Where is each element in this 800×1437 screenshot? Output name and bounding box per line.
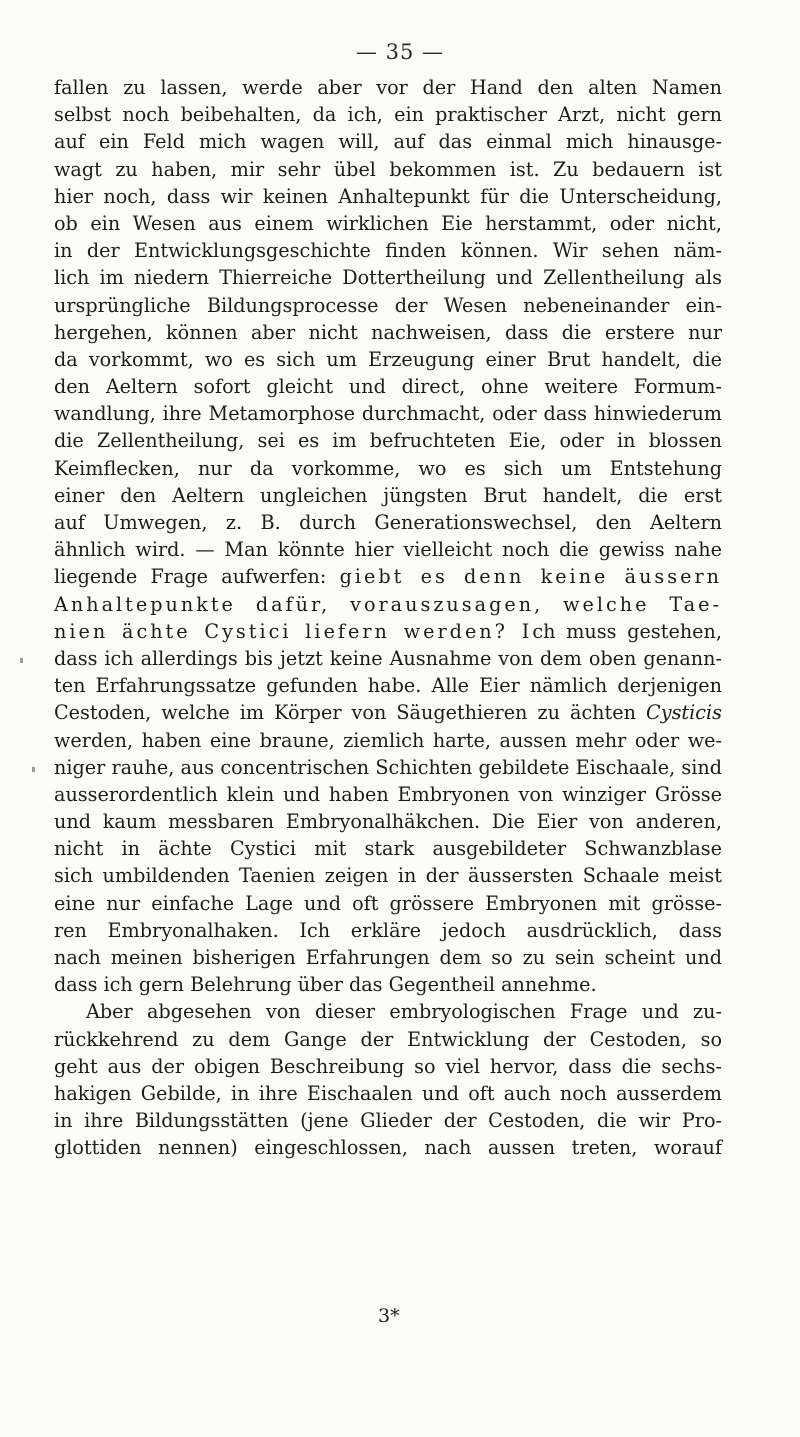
text-line: Keimflecken, nur da vorkomme, wo es sich um Entstehung (54, 456, 722, 480)
text-line: fallen zu lassen, werde aber vor der Hand den alten Namen (54, 76, 722, 99)
text-line: ten Erfahrungssatze gefunden habe. Alle Eier nämlich derjenigen (54, 674, 722, 698)
text-line: da vorkommt, wo es sich um Erzeugung einer Brut handelt, die (54, 347, 722, 371)
spaced-emphasis: Anhaltepunkte dafür, vorauszusagen, welche Tae- (54, 592, 722, 616)
text-line: glottiden nennen) eingeschlossen, nach aussen treten, worauf (54, 1136, 722, 1160)
text-line: dass ich gern Belehrung über das Gegentheil annehme. (54, 973, 597, 997)
text-line: wandlung, ihre Metamorphose durchmacht, oder dass hinwiederum (54, 402, 722, 426)
text-line: dass ich allerdings bis jetzt keine Ausnahme von dem oben genann- (54, 646, 722, 670)
text-line: den Aeltern sofort gleicht und direct, ohne weitere Formum- (54, 375, 722, 399)
spaced-emphasis: nien ächte Cystici liefern werden? I (54, 619, 533, 643)
text-line: nicht in ächte Cystici mit stark ausgebildeter Schwanzblase (54, 837, 722, 861)
text-line: liegende Frage aufwerfen: giebt es denn keine äussern (54, 565, 722, 589)
text-line: eine nur einfache Lage und oft grössere Embryonen mit grösse- (54, 891, 722, 915)
body-text (54, 74, 722, 1162)
text-line: rückkehrend zu dem Gange der Entwicklung der Cestoden, so (54, 1027, 722, 1051)
text-line: nach meinen bisherigen Erfahrungen dem so zu sein scheint und (54, 946, 722, 969)
text-line: hier noch, dass wir keinen Anhaltepunkt für die Unterscheidung, (54, 184, 722, 208)
text-line: auf ein Feld mich wagen will, auf das einmal mich hinausge- (54, 130, 722, 154)
text-line: Cestoden, welche im Körper von Säugethieren zu ächten Cysticis (54, 701, 722, 725)
signature-mark: 3* (378, 1305, 400, 1327)
page-number: — 35 — (355, 40, 445, 64)
text-line: niger rauhe, aus concentrischen Schichten gebildete Eischaale, sind (54, 755, 722, 779)
text-line: die Zellentheilung, sei es im befruchteten Eie, oder in blossen (54, 429, 722, 453)
text-line: werden, haben eine braune, ziemlich harte, aussen mehr oder we- (54, 728, 722, 752)
text-line: Aber abgesehen von dieser embryologischen Frage und zu- (86, 1000, 722, 1024)
text-line: nien ächte Cystici liefern werden? Ich muss gestehen, (54, 619, 722, 643)
italic-term: Cysticis (646, 701, 722, 725)
text-line: einer den Aeltern ungleichen jüngsten Brut handelt, die erst (54, 483, 722, 507)
text-line: auf Umwegen, z. B. durch Generationswechsel, den Aeltern (54, 511, 722, 534)
text-line (54, 591, 722, 618)
text-line: ob ein Wesen aus einem wirklichen Eie herstammt, oder nicht, (54, 211, 722, 235)
text-line: wagt zu haben, mir sehr übel bekommen ist. Zu bedauern ist (54, 157, 722, 181)
text-line: lich im niedern Thierreiche Dottertheilung und Zellentheilung als (54, 266, 722, 290)
text-line: ausserordentlich klein und haben Embryonen von winziger Grösse (54, 782, 722, 806)
spaced-emphasis: giebt es denn keine äussern (339, 565, 722, 589)
margin-speck (20, 658, 23, 663)
text-line: ren Embryonalhaken. Ich erkläre jedoch ausdrücklich, dass (54, 918, 722, 942)
text-line: in ihre Bildungsstätten (jene Glieder der Cestoden, die wir Pro- (54, 1109, 722, 1133)
text-line: und kaum messbaren Embryonalhäkchen. Die Eier von anderen, (54, 810, 722, 834)
text-line: ursprüngliche Bildungsprocesse der Wesen nebeneinander ein- (54, 293, 722, 317)
text-line: ähnlich wird. — Man könnte hier vielleicht noch die gewiss nahe (54, 538, 722, 562)
margin-speck (32, 767, 35, 772)
text-line: sich umbildenden Taenien zeigen in der äussersten Schaale meist (54, 864, 722, 888)
text-line: geht aus der obigen Beschreibung so viel hervor, dass die sechs- (54, 1054, 722, 1078)
text-line: in der Entwicklungsgeschichte finden können. Wir sehen näm- (54, 239, 722, 263)
text-line: hakigen Gebilde, in ihre Eischaalen und oft auch noch ausserdem (54, 1081, 722, 1105)
text-line: hergehen, können aber nicht nachweisen, dass die erstere nur (54, 320, 722, 344)
text-line: selbst noch beibehalten, da ich, ein praktischer Arzt, nicht gern (54, 103, 722, 127)
